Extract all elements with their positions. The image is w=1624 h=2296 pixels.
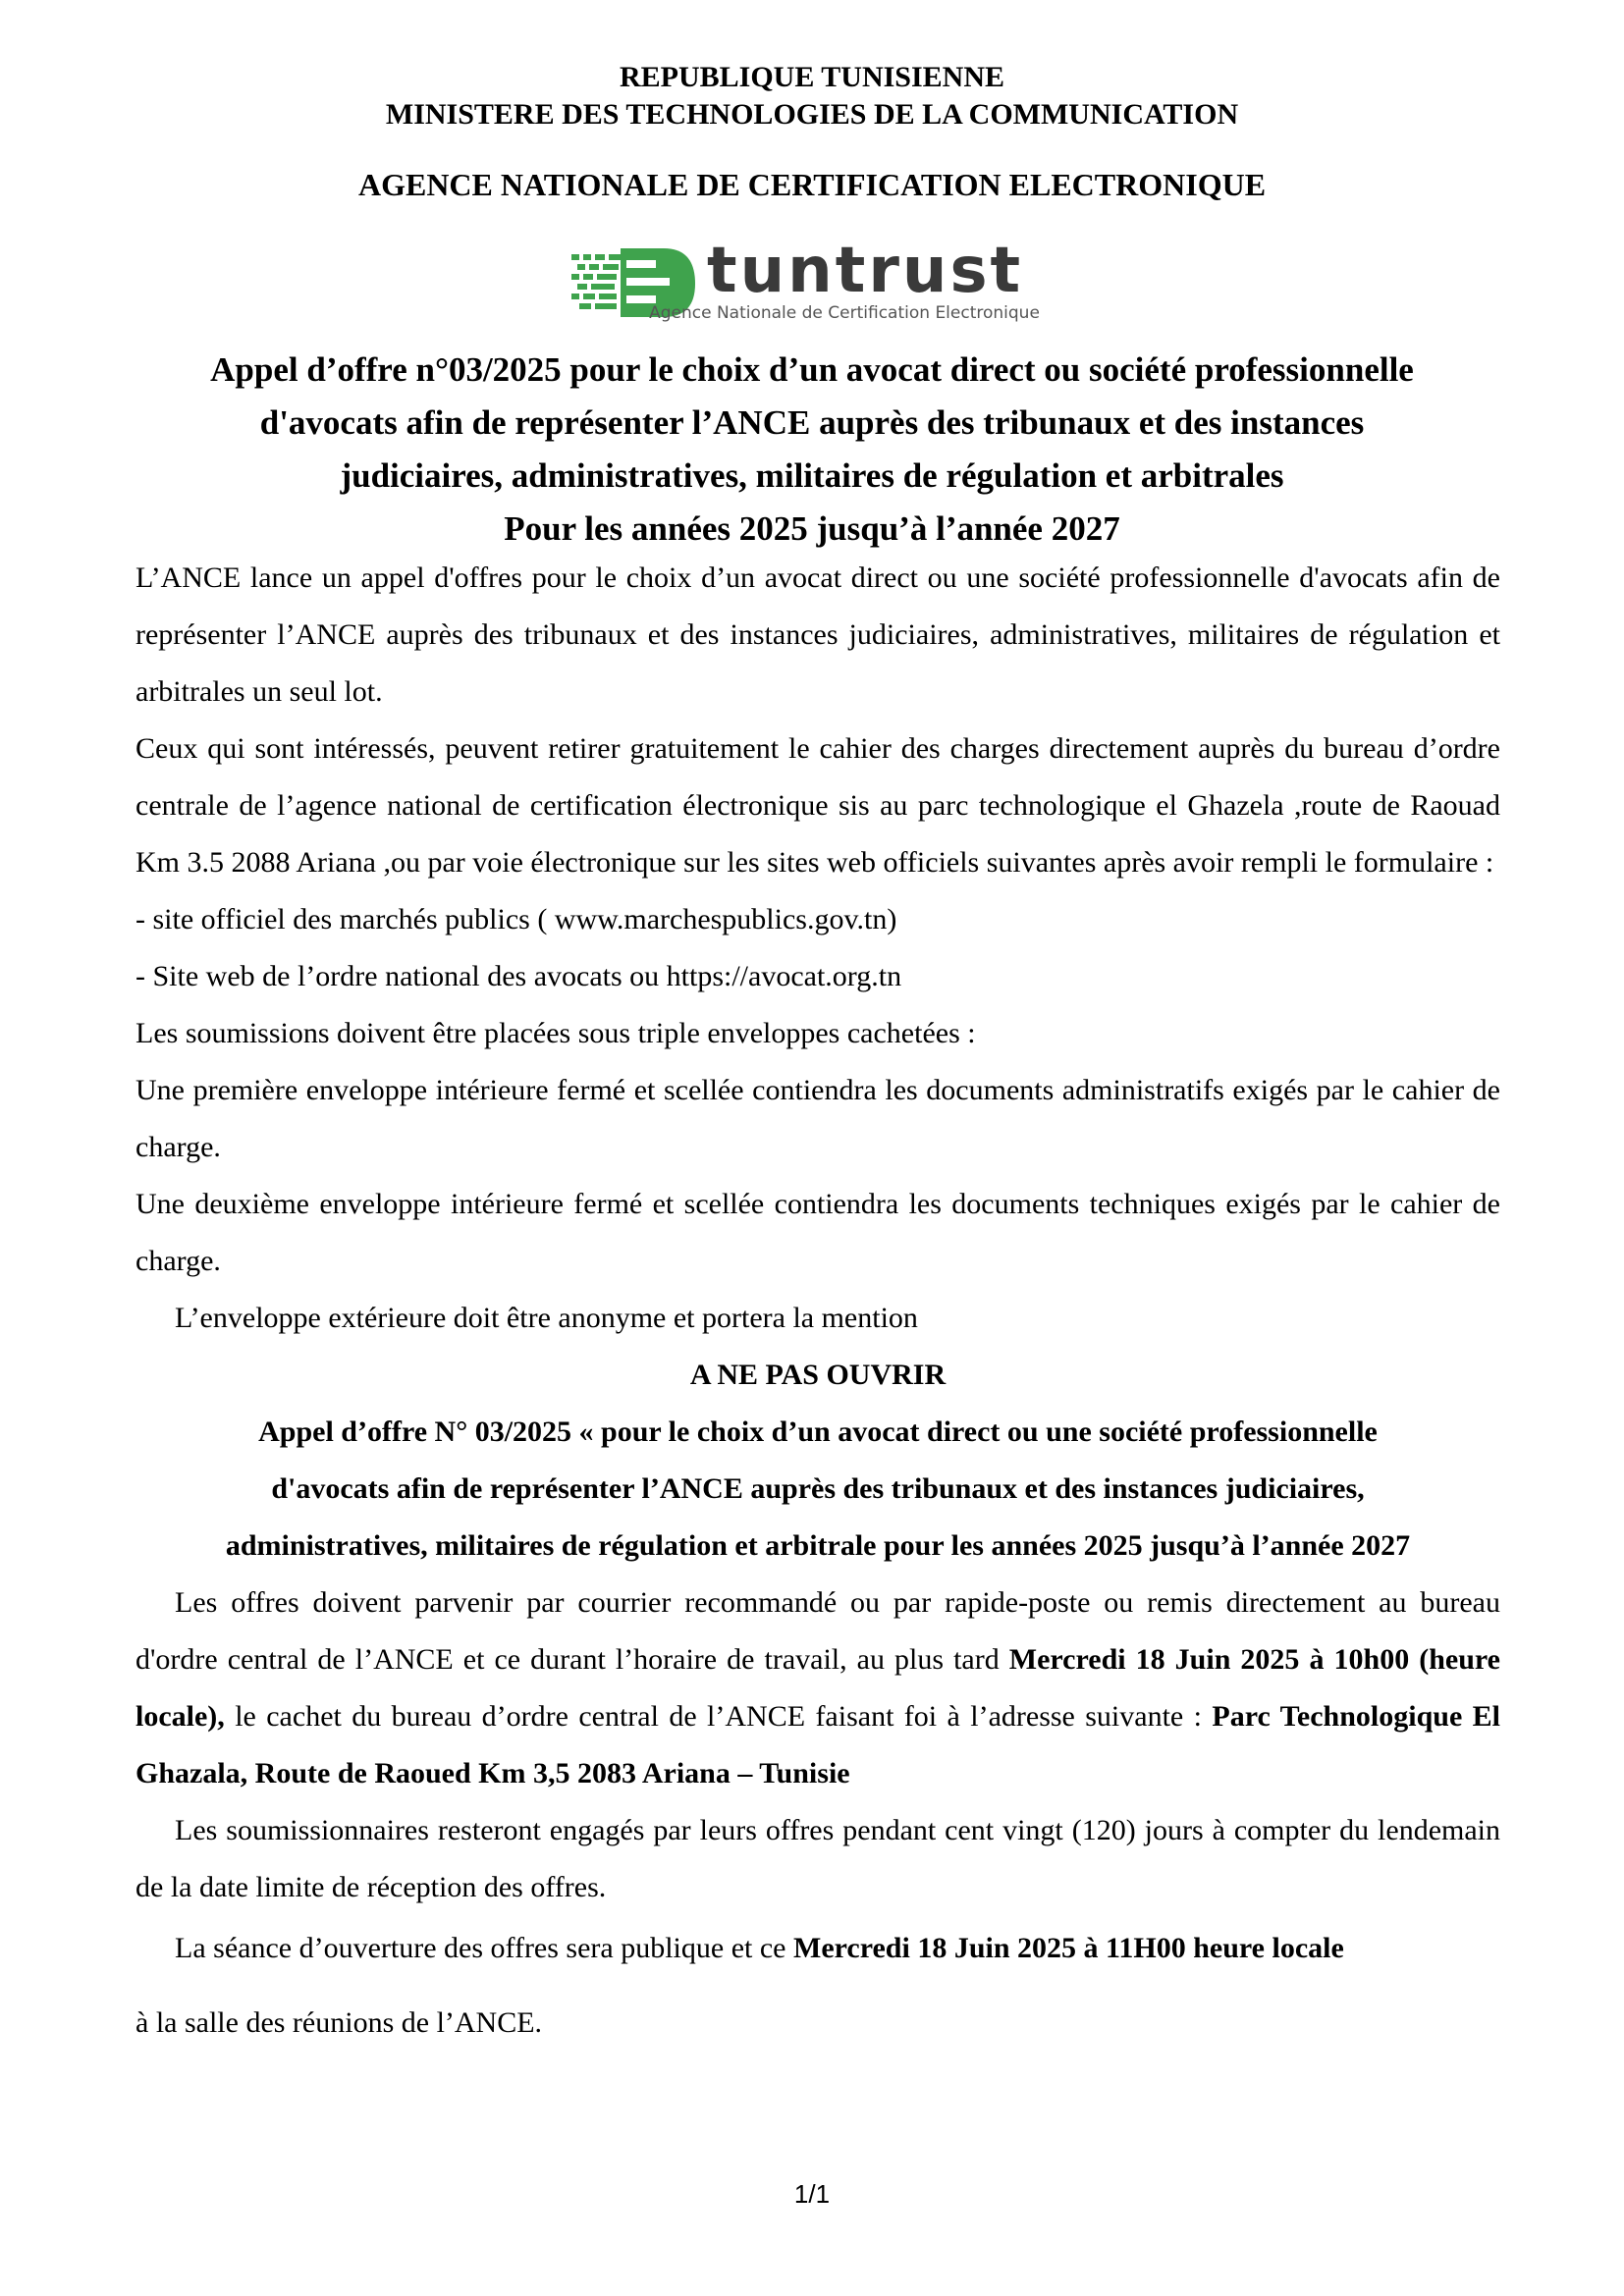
paragraph-intro: L’ANCE lance un appel d'offres pour le choix d’un avocat direct ou une société professionnelle d'avocats afin de représenter l’ANCE auprès des tribunaux et des instances judiciaires, administratives, militaires de régulation et arbitrales un seul lot. [135, 561, 1500, 708]
mention-line-2: d'avocats afin de représenter l’ANCE auprès des tribunaux et des instances judiciaires, [271, 1472, 1365, 1505]
logo-wordmark: tuntrust [707, 235, 1024, 307]
title-line-3: judiciaires, administratives, militaires de régulation et arbitrales [340, 456, 1284, 495]
mention-line-1: Appel d’offre N° 03/2025 « pour le choix d’un avocat direct ou une société professionnelle [258, 1415, 1378, 1448]
paragraph-opening-session [135, 1920, 1500, 1977]
document-body [135, 550, 1500, 2052]
deadline-text-b: le cachet du bureau d’ordre central de l’ANCE faisant foi à l’adresse suivante : [224, 1700, 1213, 1733]
page-number: 1/1 [793, 2179, 831, 2209]
mention-do-not-open: A NE PAS OUVRIR [689, 1359, 947, 1391]
paragraph-outer-envelope: L’enveloppe extérieure doit être anonyme et portera la mention [175, 1302, 918, 1334]
tuntrust-logo [569, 235, 1100, 329]
list-item-avocats: - Site web de l’ordre national des avocats ou https://avocat.org.tn [135, 960, 902, 992]
paragraph-submission-deadline [135, 1575, 1500, 1802]
header-country: REPUBLIQUE TUNISIENNE [619, 61, 1005, 93]
paragraph-validity: Les soumissionnaires resteront engagés par leurs offres pendant cent vingt (120) jours à compter du lendemain de la date limite de réception des offres. [135, 1814, 1500, 1903]
list-item-marches-publics: - site officiel des marchés publics ( www.marchespublics.gov.tn) [135, 903, 897, 935]
title-line-2: d'avocats afin de représenter l’ANCE auprès des tribunaux et des instances [259, 403, 1365, 442]
paragraph-first-envelope: Une première enveloppe intérieure fermé et scellée contiendra les documents administratifs exigés par le cahier de charge. [135, 1074, 1500, 1163]
opening-date: Mercredi 18 Juin 2025 à 11H00 heure locale [793, 1932, 1344, 1964]
paragraph-retrieval: Ceux qui sont intéressés, peuvent retirer gratuitement le cahier des charges directement auprès du bureau d’ordre centrale de l’agence national de certification électronique sis au parc technologique el Ghazela ,route de Raouad Km 3.5 2088 Ariana ,ou par voie électronique sur les sites web officiels suivantes après avoir rempli le formulaire : [135, 732, 1500, 879]
deadline-text-a: Les offres doivent parvenir par courrier recommandé ou par rapide-poste ou remis directement au bureau d'ordre central de l’ANCE et ce durant l’horaire de travail, au plus tard [135, 1586, 1500, 1676]
paragraph-opening-location: à la salle des réunions de l’ANCE. [135, 2006, 543, 2039]
header-ministry: MINISTERE DES TECHNOLOGIES DE LA COMMUNICATION [385, 98, 1239, 131]
paragraph-envelopes: Les soumissions doivent être placées sous triple enveloppes cachetées : [135, 1017, 976, 1049]
title-line-4: Pour les années 2025 jusqu’à l’année 2027 [504, 509, 1120, 548]
opening-text-a: La séance d’ouverture des offres sera publique et ce [175, 1932, 793, 1964]
deadline-date: Mercredi 18 Juin 2025 à 10h00 (heure locale), [135, 1643, 1500, 1733]
mention-line-3: administratives, militaires de régulation et arbitrale pour les années 2025 jusqu’à l’année 2027 [225, 1529, 1411, 1562]
logo-tagline: Agence Nationale de Certification Electronique [649, 303, 1040, 323]
document-title [118, 344, 1506, 556]
title-line-1: Appel d’offre n°03/2025 pour le choix d’un avocat direct ou société professionnelle [210, 350, 1414, 389]
logo-dots-icon [571, 254, 623, 309]
header-agency: AGENCE NATIONALE DE CERTIFICATION ELECTRONIQUE [357, 167, 1267, 202]
submission-address: Parc Technologique El Ghazala, Route de Raoued Km 3,5 2083 Ariana – Tunisie [135, 1700, 1500, 1789]
paragraph-second-envelope: Une deuxième enveloppe intérieure fermé et scellée contiendra les documents techniques exigés par le cahier de charge. [135, 1188, 1500, 1277]
